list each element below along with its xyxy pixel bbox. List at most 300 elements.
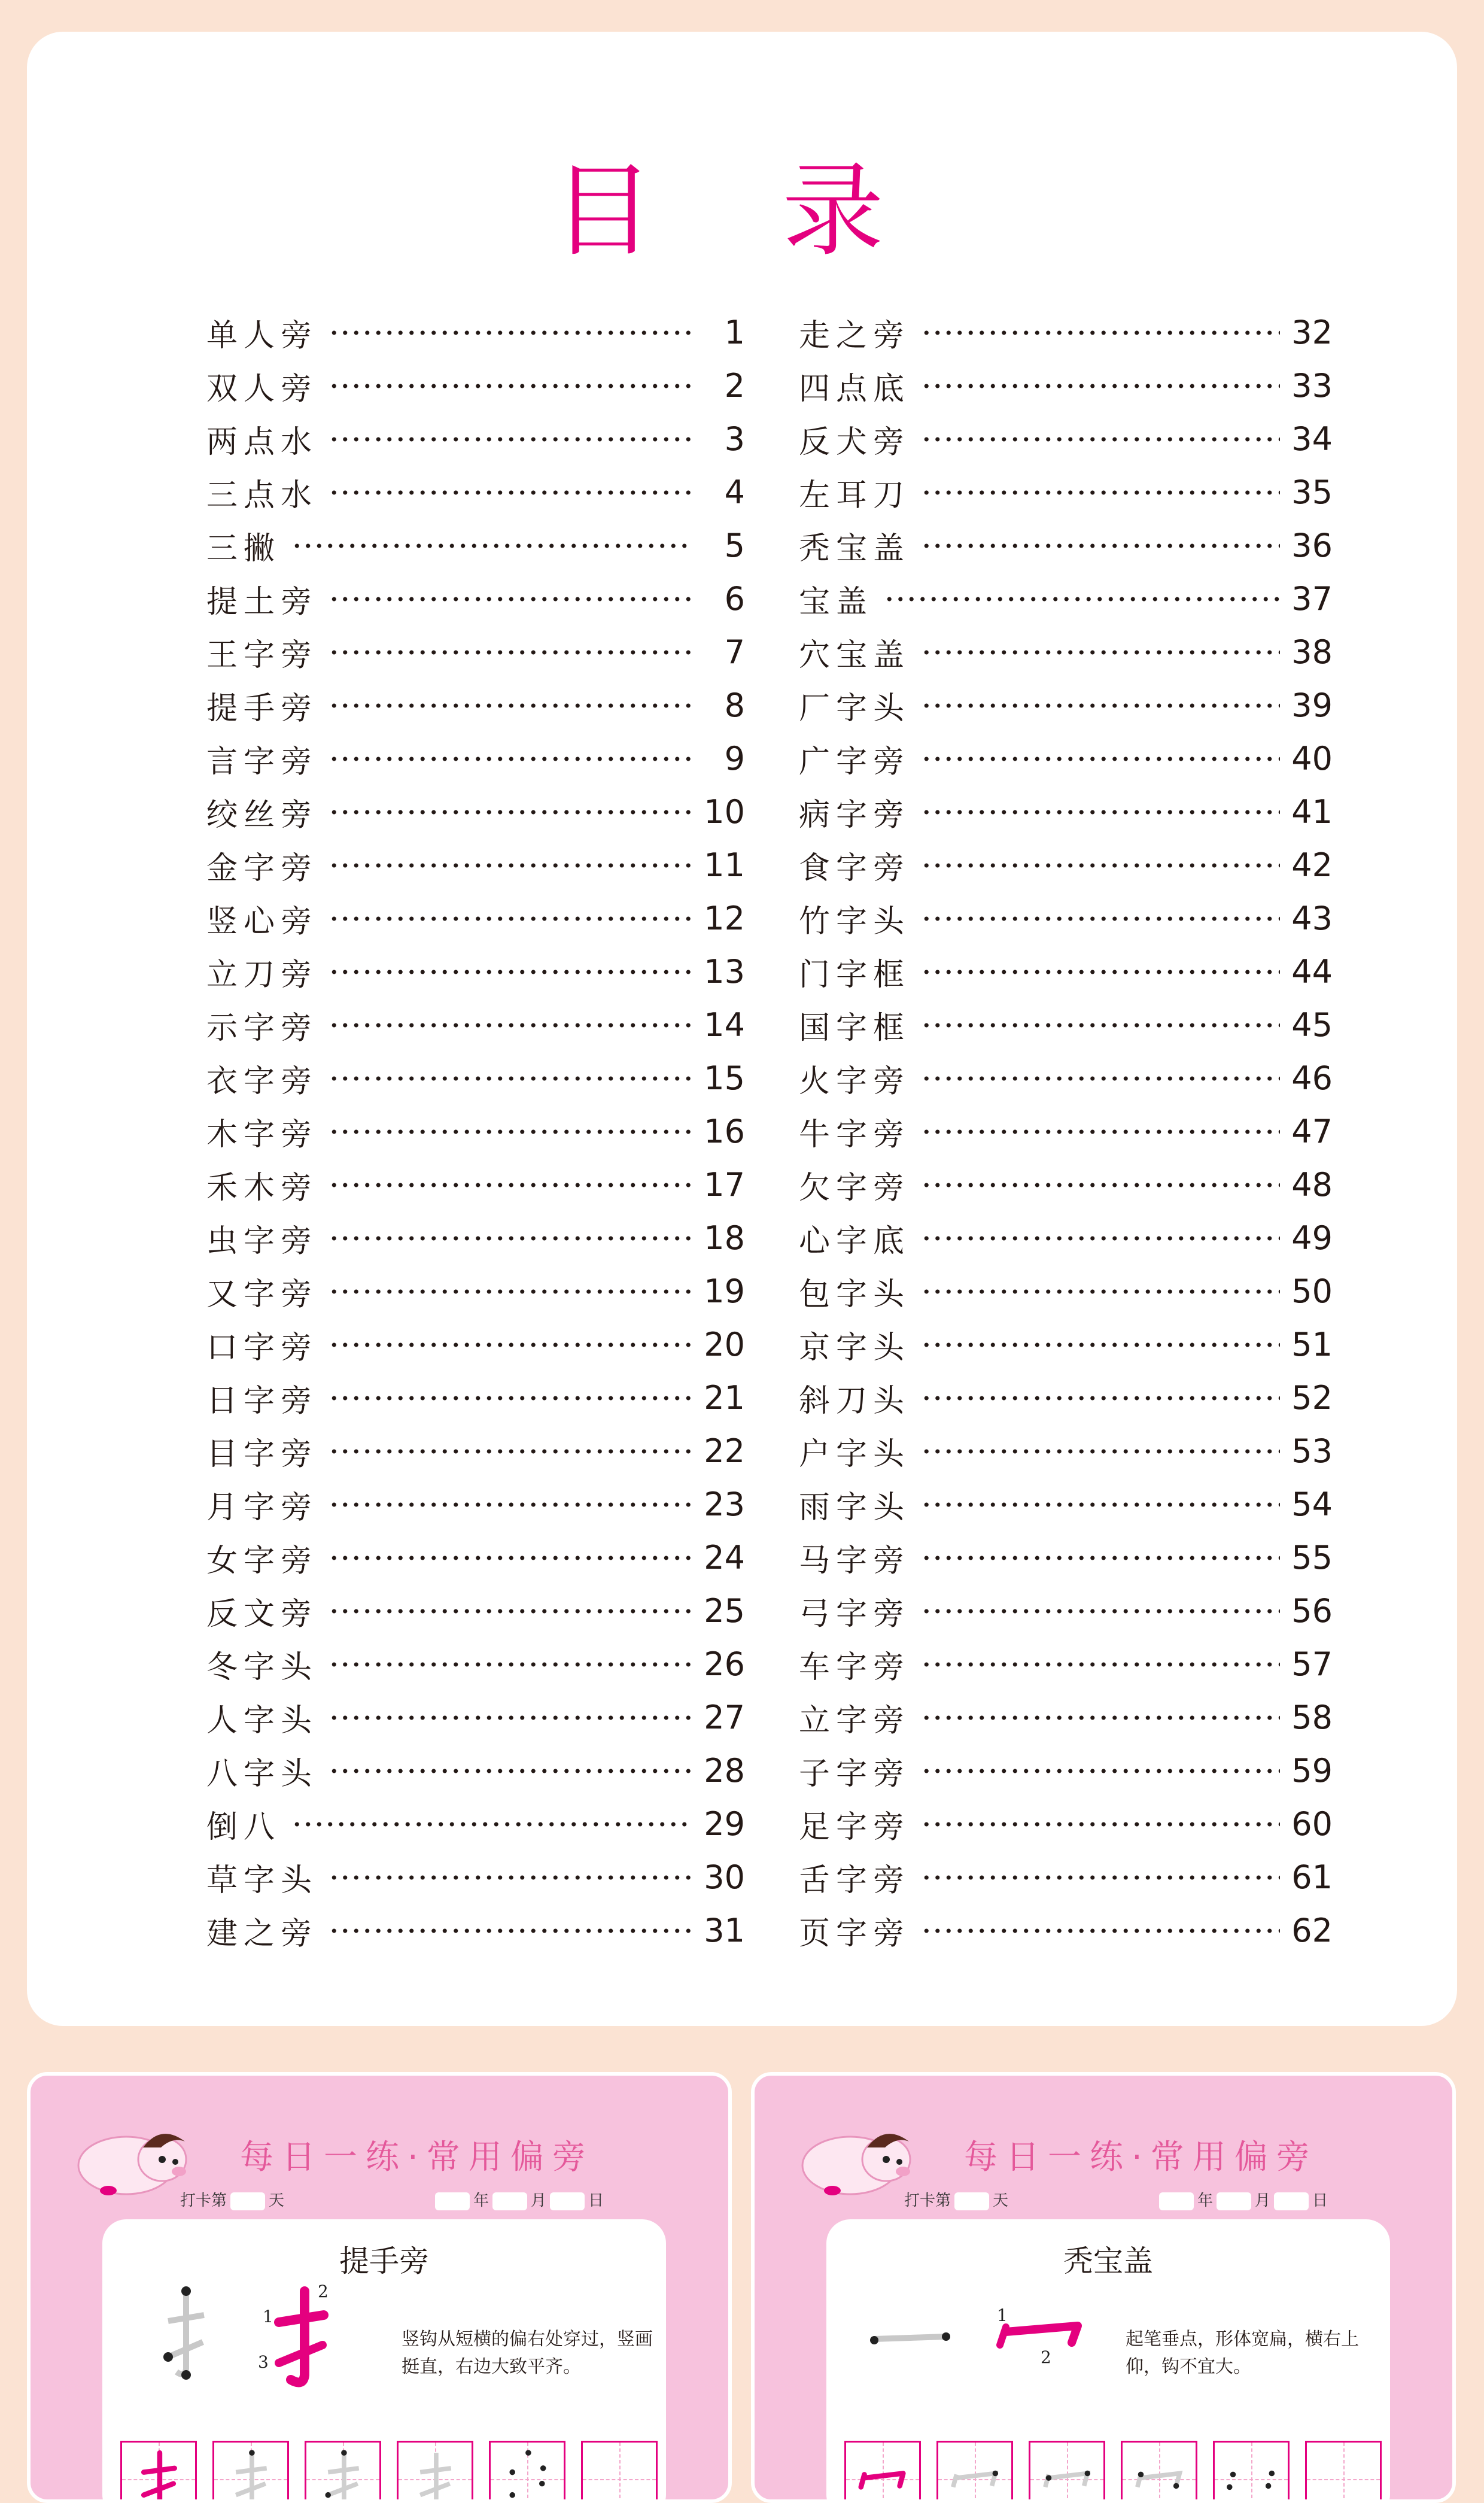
toc-entry[interactable] <box>799 732 1333 785</box>
toc-column-right <box>799 306 1333 1957</box>
toc-entry-name: 欠字旁 <box>799 1170 911 1206</box>
toc-entry-page: 20 <box>704 1326 745 1363</box>
toc-entry-page: 35 <box>1291 473 1333 511</box>
toc-leader-dots <box>329 1076 692 1082</box>
radical-name: 提手旁 <box>339 2244 429 2279</box>
toc-leader-dots <box>921 1342 1280 1348</box>
toc-entry[interactable] <box>206 1797 745 1851</box>
toc-entry-page: 9 <box>724 740 745 777</box>
toc-entry-name: 子字旁 <box>799 1756 911 1792</box>
toc-entry[interactable] <box>206 1265 745 1318</box>
toc-entry[interactable] <box>206 572 745 625</box>
toc-entry[interactable] <box>206 519 745 572</box>
toc-leader-dots <box>329 862 692 868</box>
practice-cell[interactable] <box>397 2441 473 2503</box>
stroke-num-3: 3 <box>258 2352 269 2372</box>
toc-entry-page: 33 <box>1291 367 1333 405</box>
toc-entry-name: 双人旁 <box>206 371 318 407</box>
toc-entry-name: 弓字旁 <box>799 1596 911 1632</box>
toc-leader-dots <box>329 596 692 602</box>
toc-entry[interactable] <box>206 892 745 945</box>
toc-entry-page: 23 <box>704 1486 745 1523</box>
toc-entry-page: 16 <box>704 1113 745 1150</box>
practice-cell[interactable] <box>489 2441 565 2503</box>
date-fields <box>431 2188 604 2210</box>
toc-entry[interactable] <box>799 839 1333 892</box>
toc-entry-page: 10 <box>704 793 745 831</box>
checkin-post: 天 <box>269 2192 285 2210</box>
toc-entry-page: 5 <box>724 527 745 564</box>
toc-leader-dots <box>329 1022 692 1028</box>
toc-entry-page: 52 <box>1291 1379 1333 1417</box>
toc-entry-name: 目字旁 <box>206 1436 318 1472</box>
radical-trace-glyph <box>214 2443 287 2503</box>
toc-entry[interactable] <box>206 1478 745 1531</box>
toc-leader-dots <box>329 916 692 922</box>
toc-entry-name: 八字头 <box>206 1756 318 1792</box>
toc-leader-dots <box>921 1875 1280 1881</box>
toc-entry-page: 27 <box>704 1699 745 1736</box>
toc-entry-page: 21 <box>704 1379 745 1417</box>
toc-entry[interactable] <box>206 679 745 732</box>
toc-leader-dots <box>329 490 692 496</box>
toc-entry[interactable] <box>206 998 745 1052</box>
toc-leader-dots <box>329 1502 692 1508</box>
toc-entry-name: 倒八 <box>206 1809 281 1845</box>
toc-entry[interactable] <box>206 1052 745 1105</box>
toc-entry-page: 42 <box>1291 846 1333 884</box>
toc-entry-page: 32 <box>1291 314 1333 351</box>
toc-entry-page: 44 <box>1291 953 1333 991</box>
stroke-num-2: 2 <box>1041 2347 1051 2367</box>
toc-entry-name: 厂字头 <box>799 691 911 727</box>
toc-leader-dots <box>329 1608 692 1614</box>
toc-entry-name: 提土旁 <box>206 584 318 620</box>
toc-entry-name: 斜刀头 <box>799 1383 911 1419</box>
toc-entry[interactable] <box>799 1318 1333 1371</box>
toc-entry[interactable] <box>799 1478 1333 1531</box>
toc-entry-page: 4 <box>724 473 745 511</box>
practice-cell[interactable] <box>844 2441 921 2503</box>
toc-entry[interactable] <box>799 998 1333 1052</box>
toc-entry-page: 31 <box>704 1912 745 1949</box>
toc-entry-name: 牛字旁 <box>799 1117 911 1153</box>
toc-leader-dots <box>921 1928 1280 1934</box>
toc-entry-name: 竖心旁 <box>206 904 318 940</box>
toc-leader-dots <box>921 1289 1280 1295</box>
toc-leader-dots <box>329 330 692 336</box>
toc-leader-dots <box>329 383 692 389</box>
toc-entry-page: 19 <box>704 1272 745 1310</box>
toc-entry[interactable] <box>799 1265 1333 1318</box>
toc-entry[interactable] <box>799 1158 1333 1211</box>
toc-entry-name: 包字头 <box>799 1277 911 1313</box>
toc-entry[interactable] <box>799 466 1333 519</box>
day-blank[interactable] <box>550 2192 585 2210</box>
practice-panel <box>102 2219 666 2503</box>
toc-entry-page: 53 <box>1291 1432 1333 1470</box>
toc-entry-page: 61 <box>1291 1858 1333 1896</box>
radical-trace-glyph <box>1123 2443 1196 2503</box>
toc-leader-dots <box>921 862 1280 868</box>
toc-entry-page: 54 <box>1291 1486 1333 1523</box>
toc-entry-page: 28 <box>704 1752 745 1790</box>
toc-entry-name: 禾木旁 <box>206 1170 318 1206</box>
checkin-pre: 打卡第 <box>180 2192 227 2210</box>
toc-leader-dots <box>329 1129 692 1135</box>
toc-leader-dots <box>329 703 692 709</box>
toc-entry-page: 13 <box>704 953 745 991</box>
checkin-day-label <box>180 2188 284 2210</box>
toc-entry-name: 门字框 <box>799 957 911 993</box>
toc-entry-name: 户字头 <box>799 1436 911 1472</box>
practice-cell[interactable] <box>305 2441 381 2503</box>
toc-entry-page: 6 <box>724 580 745 618</box>
radical-glyph <box>122 2443 195 2503</box>
toc-entry[interactable] <box>206 1744 745 1797</box>
toc-entry[interactable] <box>799 945 1333 998</box>
toc-leader-dots <box>921 1182 1280 1188</box>
toc-entry-name: 病字旁 <box>799 797 911 833</box>
day-label: 日 <box>588 2192 604 2210</box>
toc-entry[interactable] <box>799 1638 1333 1691</box>
toc-entry[interactable] <box>799 412 1333 466</box>
radical-stroke-order-glyph <box>252 2279 342 2399</box>
toc-entry-name: 火字旁 <box>799 1064 911 1099</box>
toc-entry-name: 示字旁 <box>206 1010 318 1046</box>
toc-leader-dots <box>329 969 692 975</box>
toc-entry-name: 人字头 <box>206 1703 318 1739</box>
toc-entry-page: 37 <box>1291 580 1333 618</box>
toc-entry[interactable] <box>206 945 745 998</box>
month-label: 月 <box>1255 2192 1271 2210</box>
toc-entry-name: 四点底 <box>799 371 911 407</box>
radical-dots-glyph <box>491 2443 564 2503</box>
toc-entry[interactable] <box>799 1052 1333 1105</box>
preview-card-tubaogai <box>751 2072 1456 2503</box>
toc-leader-dots <box>921 1235 1280 1241</box>
toc-entry-name: 京字头 <box>799 1330 911 1366</box>
toc-leader-dots <box>329 1289 692 1295</box>
toc-entry-name: 月字旁 <box>206 1490 318 1526</box>
toc-leader-dots <box>329 1768 692 1774</box>
month-blank[interactable] <box>492 2192 527 2210</box>
radical-trace-glyph <box>1030 2443 1103 2503</box>
toc-entry-page: 30 <box>704 1858 745 1896</box>
practice-cell-empty[interactable] <box>1305 2441 1382 2503</box>
toc-entry-name: 草字头 <box>206 1863 318 1898</box>
toc-entry-page: 8 <box>724 686 745 724</box>
toc-entry-name: 衣字旁 <box>206 1064 318 1099</box>
toc-entry-page: 22 <box>704 1432 745 1470</box>
toc-entry-name: 单人旁 <box>206 318 318 354</box>
toc-entry[interactable] <box>799 359 1333 412</box>
toc-entry[interactable] <box>799 785 1333 839</box>
toc-entry[interactable] <box>206 412 745 466</box>
toc-entry-page: 41 <box>1291 793 1333 831</box>
toc-entry-name: 竹字头 <box>799 904 911 940</box>
toc-entry[interactable] <box>206 1531 745 1584</box>
toc-entry-name: 口字旁 <box>206 1330 318 1366</box>
toc-entry[interactable] <box>799 572 1333 625</box>
toc-entry-name: 走之旁 <box>799 318 911 354</box>
stroke-num-1: 1 <box>263 2307 273 2326</box>
toc-leader-dots <box>291 543 692 549</box>
toc-entry[interactable] <box>206 1318 745 1371</box>
toc-leader-dots <box>921 1555 1280 1561</box>
toc-entry-page: 56 <box>1291 1592 1333 1630</box>
toc-entry-page: 47 <box>1291 1113 1333 1150</box>
month-label: 月 <box>531 2192 547 2210</box>
toc-entry-page: 7 <box>724 633 745 671</box>
toc-entry[interactable] <box>206 466 745 519</box>
toc-leader-dots <box>921 756 1280 762</box>
toc-entry[interactable] <box>799 1105 1333 1158</box>
toc-leader-dots <box>921 1129 1280 1135</box>
toc-leader-dots <box>921 1768 1280 1774</box>
toc-entry-name: 冬字头 <box>206 1650 318 1685</box>
toc-entry-page: 48 <box>1291 1166 1333 1204</box>
toc-leader-dots <box>921 1821 1280 1827</box>
toc-column-left <box>206 306 745 1957</box>
toc-entry-page: 12 <box>704 900 745 937</box>
toc-leader-dots <box>329 1928 692 1934</box>
toc-entry[interactable] <box>799 625 1333 679</box>
practice-cell[interactable] <box>212 2441 289 2503</box>
toc-entry-name: 又字旁 <box>206 1277 318 1313</box>
toc-entry-name: 立刀旁 <box>206 957 318 993</box>
toc-entry-page: 51 <box>1291 1326 1333 1363</box>
toc-entry[interactable] <box>206 839 745 892</box>
toc-entry-name: 提手旁 <box>206 691 318 727</box>
practice-cell[interactable] <box>1213 2441 1290 2503</box>
checkin-day-blank[interactable] <box>230 2192 265 2210</box>
radical-glyph <box>846 2443 919 2503</box>
toc-entry[interactable] <box>206 1424 745 1478</box>
radical-trace-glyph <box>306 2443 379 2503</box>
toc-entry-name: 足字旁 <box>799 1809 911 1845</box>
toc-entry-page: 29 <box>704 1805 745 1843</box>
checkin-day-blank[interactable] <box>954 2192 989 2210</box>
preview-header: 每日一练·常用偏旁 <box>964 2138 1318 2177</box>
toc-entry[interactable] <box>799 1851 1333 1904</box>
toc-leader-dots <box>329 649 692 655</box>
toc-entry-page: 18 <box>704 1219 745 1257</box>
toc-entry-name: 言字旁 <box>206 744 318 780</box>
toc-entry-name: 木字旁 <box>206 1117 318 1153</box>
toc-entry-page: 55 <box>1291 1539 1333 1576</box>
toc-entry-name: 车字旁 <box>799 1650 911 1685</box>
toc-entry[interactable] <box>799 1797 1333 1851</box>
toc-entry[interactable] <box>206 1691 745 1744</box>
toc-entry[interactable] <box>799 1584 1333 1638</box>
year-blank[interactable] <box>1159 2192 1194 2210</box>
radical-name: 秃宝盖 <box>1063 2244 1153 2279</box>
radical-trace-glyph <box>862 2315 958 2363</box>
toc-title: 目 录 <box>552 152 932 271</box>
toc-entry-page: 3 <box>724 420 745 458</box>
toc-entry-page: 62 <box>1291 1912 1333 1949</box>
toc-entry[interactable] <box>206 1105 745 1158</box>
toc-entry[interactable] <box>799 1211 1333 1265</box>
toc-card <box>27 32 1457 2026</box>
toc-entry-name: 页字旁 <box>799 1916 911 1952</box>
toc-leader-dots <box>921 383 1280 389</box>
toc-entry-page: 45 <box>1291 1006 1333 1044</box>
toc-entry[interactable] <box>206 359 745 412</box>
toc-leader-dots <box>884 596 1280 602</box>
toc-entry-name: 雨字头 <box>799 1490 911 1526</box>
toc-entry-page: 50 <box>1291 1272 1333 1310</box>
checkin-day-label <box>904 2188 1008 2210</box>
preview-header: 每日一练·常用偏旁 <box>240 2138 594 2177</box>
toc-entry-name: 日字旁 <box>206 1383 318 1419</box>
radical-stroke-order-glyph <box>982 2303 1102 2375</box>
toc-entry-name: 三撇 <box>206 531 281 567</box>
toc-entry-page: 15 <box>704 1059 745 1097</box>
toc-entry[interactable] <box>206 1904 745 1957</box>
toc-entry[interactable] <box>799 1424 1333 1478</box>
toc-entry-name: 两点水 <box>206 424 318 460</box>
month-blank[interactable] <box>1217 2192 1251 2210</box>
toc-entry-name: 立字旁 <box>799 1703 911 1739</box>
toc-entry-page: 43 <box>1291 900 1333 937</box>
toc-leader-dots <box>921 916 1280 922</box>
practice-grid <box>120 2441 658 2503</box>
toc-leader-dots <box>329 1235 692 1241</box>
practice-cell[interactable] <box>1029 2441 1105 2503</box>
toc-entry-name: 宝盖 <box>799 584 874 620</box>
toc-leader-dots <box>329 1342 692 1348</box>
toc-entry-page: 36 <box>1291 527 1333 564</box>
toc-entry[interactable] <box>799 1904 1333 1957</box>
toc-entry-page: 38 <box>1291 633 1333 671</box>
radical-trace-glyph <box>150 2279 222 2393</box>
toc-entry[interactable] <box>206 306 745 359</box>
toc-entry-name: 建之旁 <box>206 1916 318 1952</box>
year-blank[interactable] <box>435 2192 470 2210</box>
toc-entry-page: 58 <box>1291 1699 1333 1736</box>
toc-leader-dots <box>921 543 1280 549</box>
practice-cell[interactable] <box>120 2441 197 2503</box>
toc-entry[interactable] <box>799 1371 1333 1424</box>
toc-entry-page: 40 <box>1291 740 1333 777</box>
toc-leader-dots <box>921 330 1280 336</box>
toc-entry-name: 秃宝盖 <box>799 531 911 567</box>
toc-entry[interactable] <box>206 1211 745 1265</box>
toc-leader-dots <box>921 1076 1280 1082</box>
toc-entry[interactable] <box>799 1691 1333 1744</box>
toc-entry-page: 1 <box>724 314 745 351</box>
toc-entry[interactable] <box>799 892 1333 945</box>
toc-entry-page: 17 <box>704 1166 745 1204</box>
toc-entry-page: 34 <box>1291 420 1333 458</box>
toc-entry-page: 49 <box>1291 1219 1333 1257</box>
toc-leader-dots <box>921 1395 1280 1401</box>
checkin-pre: 打卡第 <box>904 2192 951 2210</box>
toc-leader-dots <box>921 1448 1280 1454</box>
toc-leader-dots <box>329 1182 692 1188</box>
toc-leader-dots <box>329 809 692 815</box>
toc-entry-name: 左耳刀 <box>799 478 911 514</box>
toc-entry[interactable] <box>799 1744 1333 1797</box>
toc-entry-name: 食字旁 <box>799 850 911 886</box>
toc-entry[interactable] <box>206 1851 745 1904</box>
toc-entry-name: 国字框 <box>799 1010 911 1046</box>
year-label: 年 <box>473 2192 489 2210</box>
toc-leader-dots <box>329 1555 692 1561</box>
toc-entry[interactable] <box>206 1584 745 1638</box>
practice-cell-empty[interactable] <box>581 2441 658 2503</box>
toc-leader-dots <box>329 1875 692 1881</box>
toc-entry-name: 王字旁 <box>206 637 318 673</box>
toc-entry[interactable] <box>799 679 1333 732</box>
toc-entry[interactable] <box>206 1371 745 1424</box>
toc-entry[interactable] <box>206 785 745 839</box>
practice-cell[interactable] <box>1121 2441 1197 2503</box>
practice-cell[interactable] <box>936 2441 1013 2503</box>
year-label: 年 <box>1197 2192 1214 2210</box>
toc-entry-page: 25 <box>704 1592 745 1630</box>
toc-entry-page: 60 <box>1291 1805 1333 1843</box>
toc-entry-name: 三点水 <box>206 478 318 514</box>
toc-entry-name: 心字底 <box>799 1223 911 1259</box>
toc-leader-dots <box>921 809 1280 815</box>
toc-entry-page: 14 <box>704 1006 745 1044</box>
stroke-num-2: 2 <box>318 2282 329 2301</box>
toc-entry-name: 穴宝盖 <box>799 637 911 673</box>
toc-entry[interactable] <box>206 625 745 679</box>
toc-entry-name: 绞丝旁 <box>206 797 318 833</box>
preview-card-tishoupang <box>27 2072 732 2503</box>
toc-leader-dots <box>921 1022 1280 1028</box>
toc-leader-dots <box>921 703 1280 709</box>
toc-leader-dots <box>329 1661 692 1667</box>
stroke-num-1: 1 <box>997 2305 1008 2325</box>
toc-leader-dots <box>921 1608 1280 1614</box>
toc-entry[interactable] <box>799 306 1333 359</box>
checkin-post: 天 <box>993 2192 1009 2210</box>
radical-trace-glyph <box>938 2443 1011 2503</box>
toc-entry[interactable] <box>206 1158 745 1211</box>
toc-leader-dots <box>921 1502 1280 1508</box>
toc-leader-dots <box>291 1821 692 1827</box>
day-blank[interactable] <box>1274 2192 1309 2210</box>
radical-description: 竖钩从短横的偏右处穿过，竖画挺直，右边大致平齐。 <box>402 2329 653 2377</box>
date-fields <box>1155 2188 1328 2210</box>
radical-trace-glyph <box>399 2443 472 2503</box>
toc-entry[interactable] <box>206 1638 745 1691</box>
toc-leader-dots <box>921 436 1280 442</box>
toc-entry-name: 虫字旁 <box>206 1223 318 1259</box>
toc-entry-name: 广字旁 <box>799 744 911 780</box>
practice-grid <box>844 2441 1382 2503</box>
radical-dots-glyph <box>1215 2443 1288 2503</box>
toc-entry-page: 57 <box>1291 1645 1333 1683</box>
toc-entry[interactable] <box>799 1531 1333 1584</box>
toc-entry[interactable] <box>799 519 1333 572</box>
toc-leader-dots <box>921 1715 1280 1721</box>
toc-leader-dots <box>921 1661 1280 1667</box>
toc-entry-name: 反文旁 <box>206 1596 318 1632</box>
toc-leader-dots <box>921 490 1280 496</box>
toc-leader-dots <box>329 436 692 442</box>
toc-leader-dots <box>329 1395 692 1401</box>
toc-entry-page: 2 <box>724 367 745 405</box>
toc-leader-dots <box>329 1448 692 1454</box>
toc-entry[interactable] <box>206 732 745 785</box>
toc-leader-dots <box>921 649 1280 655</box>
